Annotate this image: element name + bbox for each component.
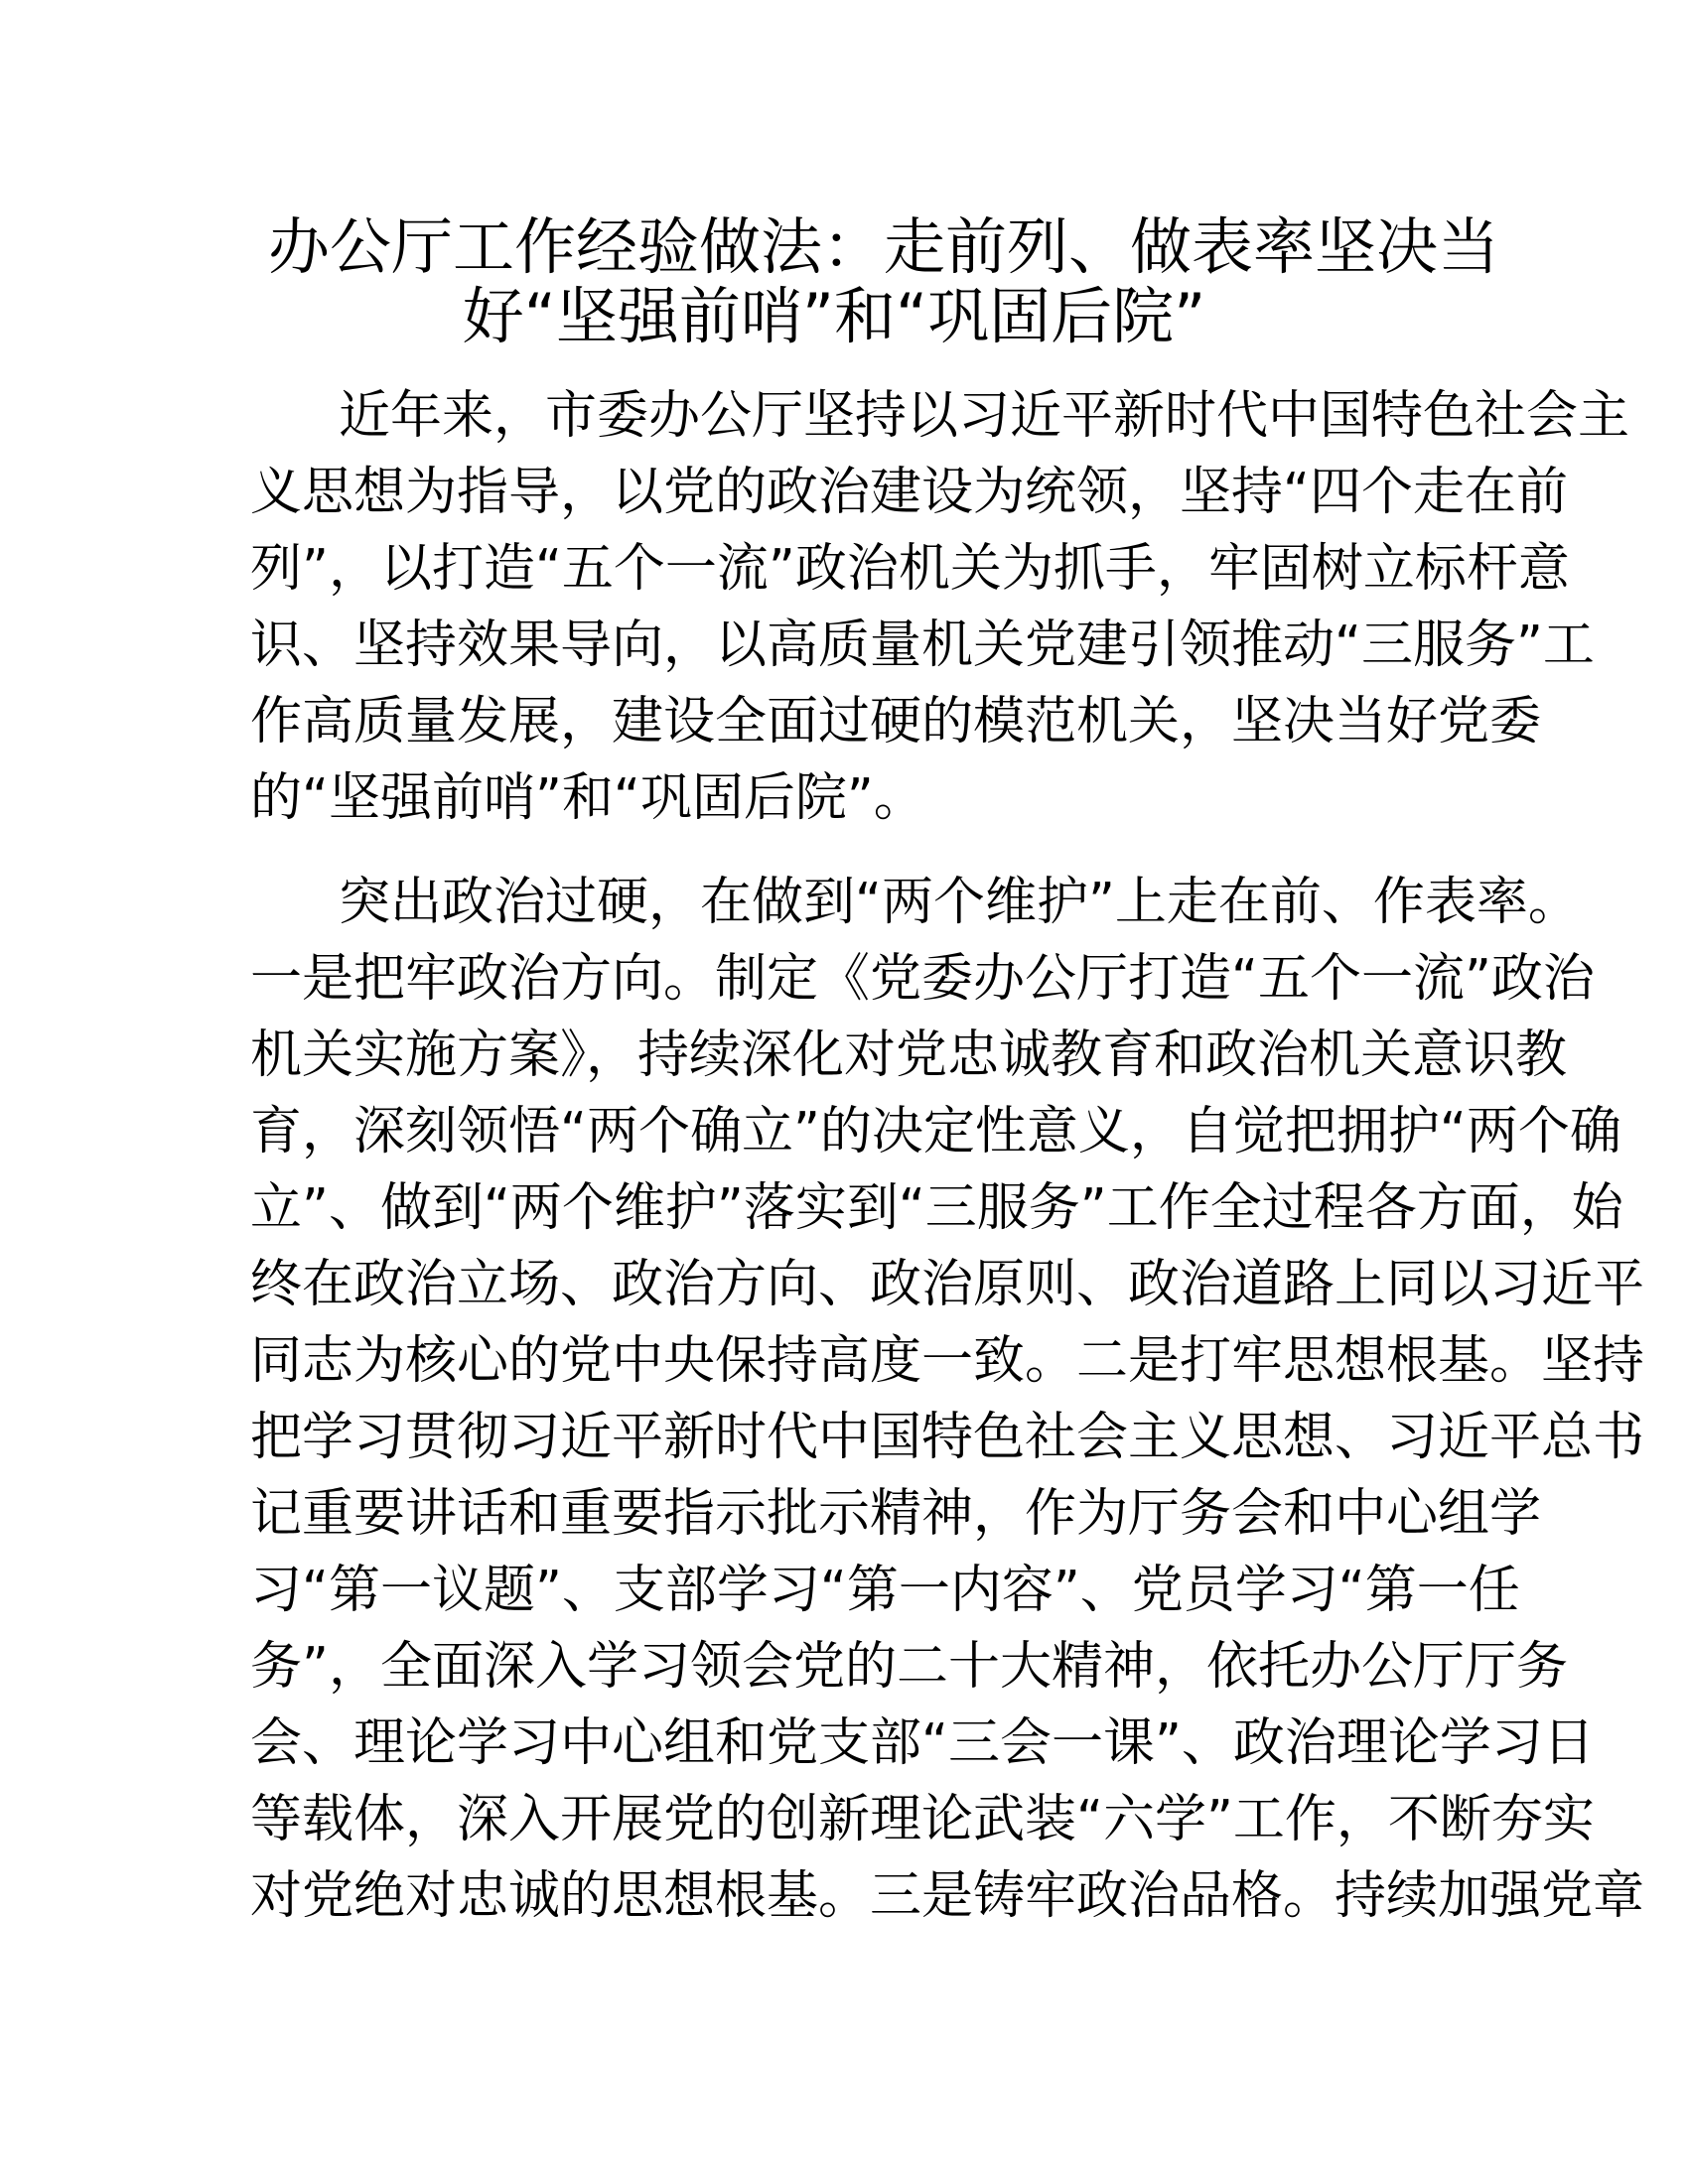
text-line: 突出政治过硬，在做到“两个维护”上走在前、作表率。	[339, 873, 1580, 932]
text-line: 记重要讲话和重要指示批示精神，作为厅务会和中心组学	[250, 1484, 1542, 1544]
text-line: 近年来，市委办公厅坚持以习近平新时代中国特色社会主	[339, 386, 1630, 446]
paragraph-intro	[250, 378, 1630, 837]
text-line: 义思想为指导，以党的政治建设为统领，坚持“四个走在前	[250, 463, 1568, 522]
text-line: 育，深刻领悟“两个确立”的决定性意义，自觉把拥护“两个确	[250, 1102, 1621, 1161]
text-line: 会、理论学习中心组和党支部“三会一课”、政治理论学习日	[250, 1713, 1595, 1773]
text-line: 一是把牢政治方向。制定《党委办公厅打造“五个一流”政治	[250, 949, 1595, 1009]
text-line: 的“坚强前哨”和“巩固后院”。	[250, 768, 925, 828]
text-line: 立”、做到“两个维护”落实到“三服务”工作全过程各方面，始	[250, 1178, 1623, 1238]
text-line: 习“第一议题”、支部学习“第一内容”、党员学习“第一任	[250, 1561, 1520, 1620]
text-line: 识、坚持效果导向，以高质量机关党建引领推动“三服务”工	[250, 615, 1595, 675]
title-line: 办公厅工作经验做法：走前列、做表率坚决当	[268, 210, 1500, 283]
paragraph-political	[250, 865, 1645, 1935]
text-line: 机关实施方案》，持续深化对党忠诚教育和政治机关意识教	[250, 1025, 1568, 1085]
text-line: 务”，全面深入学习领会党的二十大精神，依托办公厅厅务	[250, 1637, 1568, 1697]
text-line: 终在政治立场、政治方向、政治原则、政治道路上同以习近平	[250, 1255, 1645, 1314]
text-line: 作高质量发展，建设全面过硬的模范机关，坚决当好党委	[250, 692, 1542, 751]
text-line: 列”，以打造“五个一流”政治机关为抓手，牢固树立标杆意	[250, 539, 1570, 599]
text-line: 同志为核心的党中央保持高度一致。二是打牢思想根基。坚持	[250, 1331, 1645, 1391]
title-line: 好“坚强前哨”和“巩固后院”	[462, 280, 1206, 352]
text-line: 等载体，深入开展党的创新理论武装“六学”工作，不断夯实	[250, 1790, 1595, 1849]
text-line: 对党绝对忠诚的思想根基。三是铸牢政治品格。持续加强党章	[250, 1866, 1645, 1926]
text-line: 把学习贯彻习近平新时代中国特色社会主义思想、习近平总书	[250, 1408, 1645, 1467]
document-title	[248, 210, 1500, 352]
